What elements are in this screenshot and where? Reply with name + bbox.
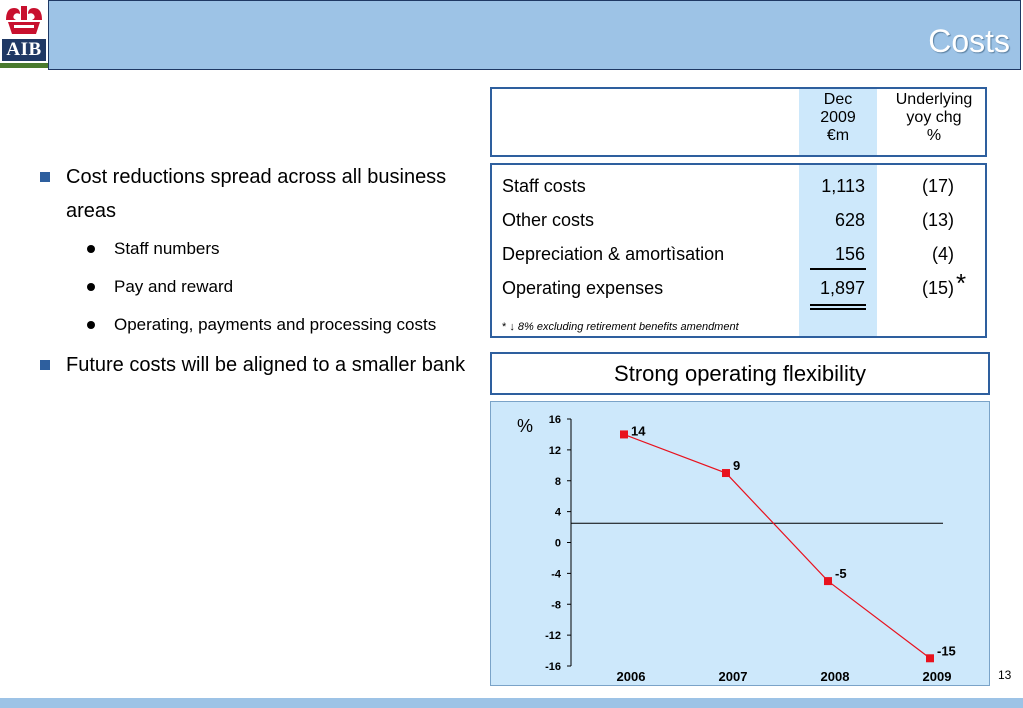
- bullet-text: Cost reductions spread across all business areas: [66, 166, 447, 222]
- row-label: Operating expenses: [502, 278, 664, 298]
- row-value: 156: [834, 244, 865, 264]
- header-dec-2009: [799, 91, 877, 145]
- x-tick-label: 2008: [820, 669, 850, 684]
- data-point: [926, 654, 934, 662]
- page-number: 13: [998, 668, 1012, 682]
- aib-logo: [0, 0, 49, 70]
- footer-band: [0, 698, 1023, 708]
- header-line: Underlying: [895, 91, 973, 108]
- row-label: Depreciation & amortìsation: [502, 244, 725, 264]
- y-tick-label: -12: [545, 630, 561, 643]
- row-label: Other costs: [502, 210, 595, 230]
- row-change: (4): [932, 244, 954, 264]
- costs-table-header: [490, 87, 987, 157]
- y-tick-label: 8: [554, 475, 561, 488]
- header-underlying-change: [882, 91, 986, 145]
- total-double-underline: [810, 308, 866, 310]
- flexibility-heading: Strong operating flexibility: [490, 352, 990, 395]
- dot-bullet-icon: [87, 321, 95, 329]
- cost-growth-chart: [490, 401, 990, 686]
- title-bar: [49, 0, 1021, 70]
- row-change: (13): [921, 210, 954, 230]
- header-line: 2009: [820, 109, 856, 126]
- bullet-text: Future costs will be aligned to a smaller bank: [66, 354, 466, 376]
- table-row: [492, 176, 985, 206]
- y-tick-label: 12: [548, 444, 561, 457]
- total-double-underline: [810, 304, 866, 306]
- y-tick-label: -16: [545, 661, 561, 673]
- row-change: (17): [921, 176, 954, 196]
- data-point: [722, 469, 730, 477]
- logo-stripe: [0, 63, 48, 68]
- y-axis-label: %: [517, 416, 534, 436]
- page-title: Costs: [928, 23, 1010, 59]
- sub-bullet-item: [40, 310, 470, 340]
- y-tick-label: -4: [551, 568, 561, 581]
- row-value: 1,897: [819, 278, 865, 298]
- y-tick-label: -8: [551, 599, 561, 612]
- costs-table-body: [490, 163, 987, 338]
- dot-bullet-icon: [87, 245, 95, 253]
- row-label: Staff costs: [502, 176, 586, 196]
- header-line: yoy chg: [906, 109, 962, 126]
- row-value: 628: [834, 210, 865, 230]
- square-bullet-icon: [40, 360, 50, 370]
- series-line: [624, 434, 930, 658]
- footnote-prefix: * ↓: [502, 321, 515, 333]
- data-label: 9: [733, 458, 741, 474]
- table-row: [492, 268, 985, 308]
- logo-text: AIB: [2, 39, 46, 61]
- sub-bullet-text: Operating, payments and processing costs: [114, 315, 437, 334]
- sub-bullet-item: [40, 234, 470, 264]
- header-line: %: [926, 127, 942, 144]
- header-line: €m: [826, 127, 850, 144]
- footnote-text: 8% excluding retirement benefits amendment: [517, 321, 739, 333]
- sub-bullet-item: [40, 272, 470, 302]
- square-bullet-icon: [40, 172, 50, 182]
- data-point: [620, 430, 628, 438]
- y-tick-label: 0: [554, 537, 561, 550]
- table-footnote: [502, 321, 739, 333]
- x-tick-label: 2009: [922, 669, 952, 684]
- data-point: [824, 577, 832, 585]
- sub-bullet-text: Staff numbers: [114, 239, 220, 258]
- data-label: -5: [835, 566, 847, 582]
- header-line: Dec: [823, 91, 853, 108]
- data-label: 14: [631, 423, 646, 439]
- x-tick-label: 2007: [718, 669, 748, 684]
- y-tick-label: 4: [554, 506, 561, 519]
- bullet-list: [40, 160, 470, 388]
- bullet-item: [40, 160, 470, 228]
- table-row: [492, 244, 985, 274]
- table-row: [492, 210, 985, 240]
- footnote-marker: *: [956, 268, 967, 298]
- row-change: (15): [921, 278, 954, 298]
- y-tick-label: 16: [548, 414, 561, 426]
- sub-bullet-text: Pay and reward: [114, 277, 234, 296]
- data-label: -15: [937, 643, 956, 659]
- line-chart: [491, 402, 991, 687]
- ark-emblem-icon: [2, 2, 46, 38]
- row-value: 1,113: [821, 176, 865, 196]
- subtotal-underline: [810, 268, 866, 270]
- bullet-item: [40, 348, 470, 382]
- header-bar: [0, 0, 1023, 72]
- dot-bullet-icon: [87, 283, 95, 291]
- x-tick-label: 2006: [616, 669, 646, 684]
